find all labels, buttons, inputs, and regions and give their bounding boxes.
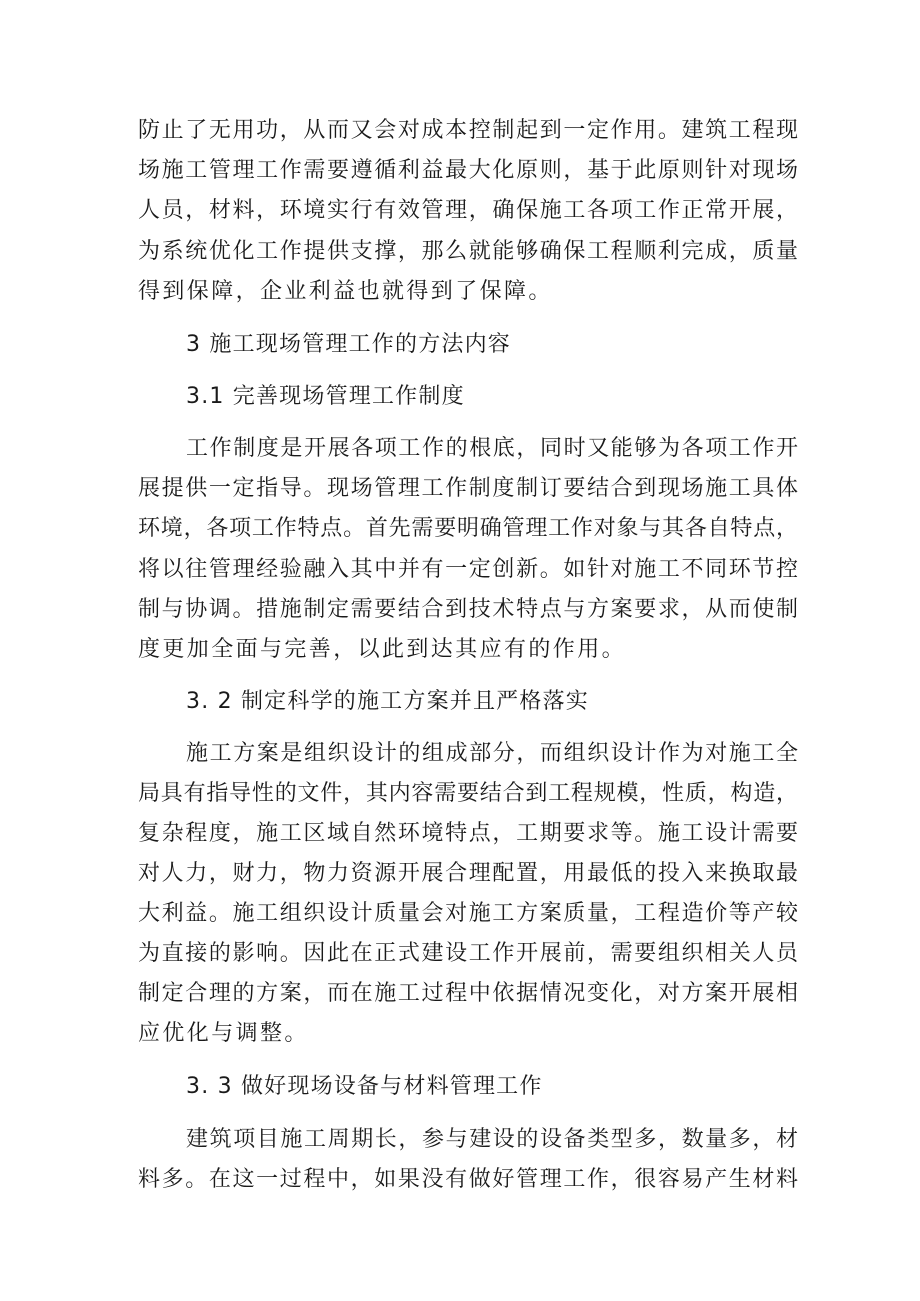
paragraph-line: 场施工管理工作需要遵循利益最大化原则，基于此原则针对现场	[138, 158, 798, 183]
paragraph-line: 将以往管理经验融入其中并有一定创新。如针对施工不同环节控	[138, 557, 798, 582]
paragraph-line: 为直接的影响。因此在正式建设工作开展前，需要组织相关人员	[138, 941, 798, 966]
paragraph-line: 工作制度是开展各项工作的根底，同时又能够为各项工作开	[186, 436, 798, 461]
paragraph-line: 大利益。施工组织设计质量会对施工方案质量，工程造价等产较	[138, 901, 798, 926]
paragraph-line: 度更加全面与完善，以此到达其应有的作用。	[138, 637, 627, 662]
subsection-heading: 3.1 完善现场管理工作制度	[186, 384, 465, 409]
paragraph-line: 环境，各项工作特点。首先需要明确管理工作对象与其各自特点，	[138, 516, 798, 541]
paragraph-line: 应优化与调整。	[138, 1021, 309, 1046]
paragraph-line: 局具有指导性的文件，其内容需要结合到工程规模，性质，构造，	[138, 781, 798, 806]
paragraph-line: 为系统优化工作提供支撑，那么就能够确保工程顺利完成，质量	[138, 239, 798, 264]
subsection-heading: 3. 2 制定科学的施工方案并且严格落实	[186, 689, 589, 714]
paragraph-line: 建筑项目施工周期长，参与建设的设备类型多，数量多，材	[186, 1127, 798, 1152]
paragraph-line: 对人力，财力，物力资源开展合理配置，用最低的投入来换取最	[138, 861, 798, 886]
paragraph-line: 制与协调。措施制定需要结合到技术特点与方案要求，从而使制	[138, 597, 798, 622]
paragraph-line: 复杂程度，施工区域自然环境特点，工期要求等。施工设计需要	[138, 821, 798, 846]
paragraph-line: 施工方案是组织设计的组成部分，而组织设计作为对施工全	[186, 741, 798, 766]
subsection-heading: 3. 3 做好现场设备与材料管理工作	[186, 1074, 543, 1099]
paragraph-line: 料多。在这一过程中，如果没有做好管理工作，很容易产生材料	[138, 1167, 798, 1192]
paragraph-line: 得到保障，企业利益也就得到了保障。	[138, 279, 553, 304]
paragraph-line: 制定合理的方案，而在施工过程中依据情况变化，对方案开展相	[138, 981, 798, 1006]
section-heading: 3 施工现场管理工作的方法内容	[186, 332, 511, 357]
paragraph-line: 防止了无用功，从而又会对成本控制起到一定作用。建筑工程现	[138, 118, 798, 143]
paragraph-line: 人员，材料，环境实行有效管理，确保施工各项工作正常开展，	[138, 198, 798, 223]
paragraph-line: 展提供一定指导。现场管理工作制度制订要结合到现场施工具体	[138, 476, 798, 501]
